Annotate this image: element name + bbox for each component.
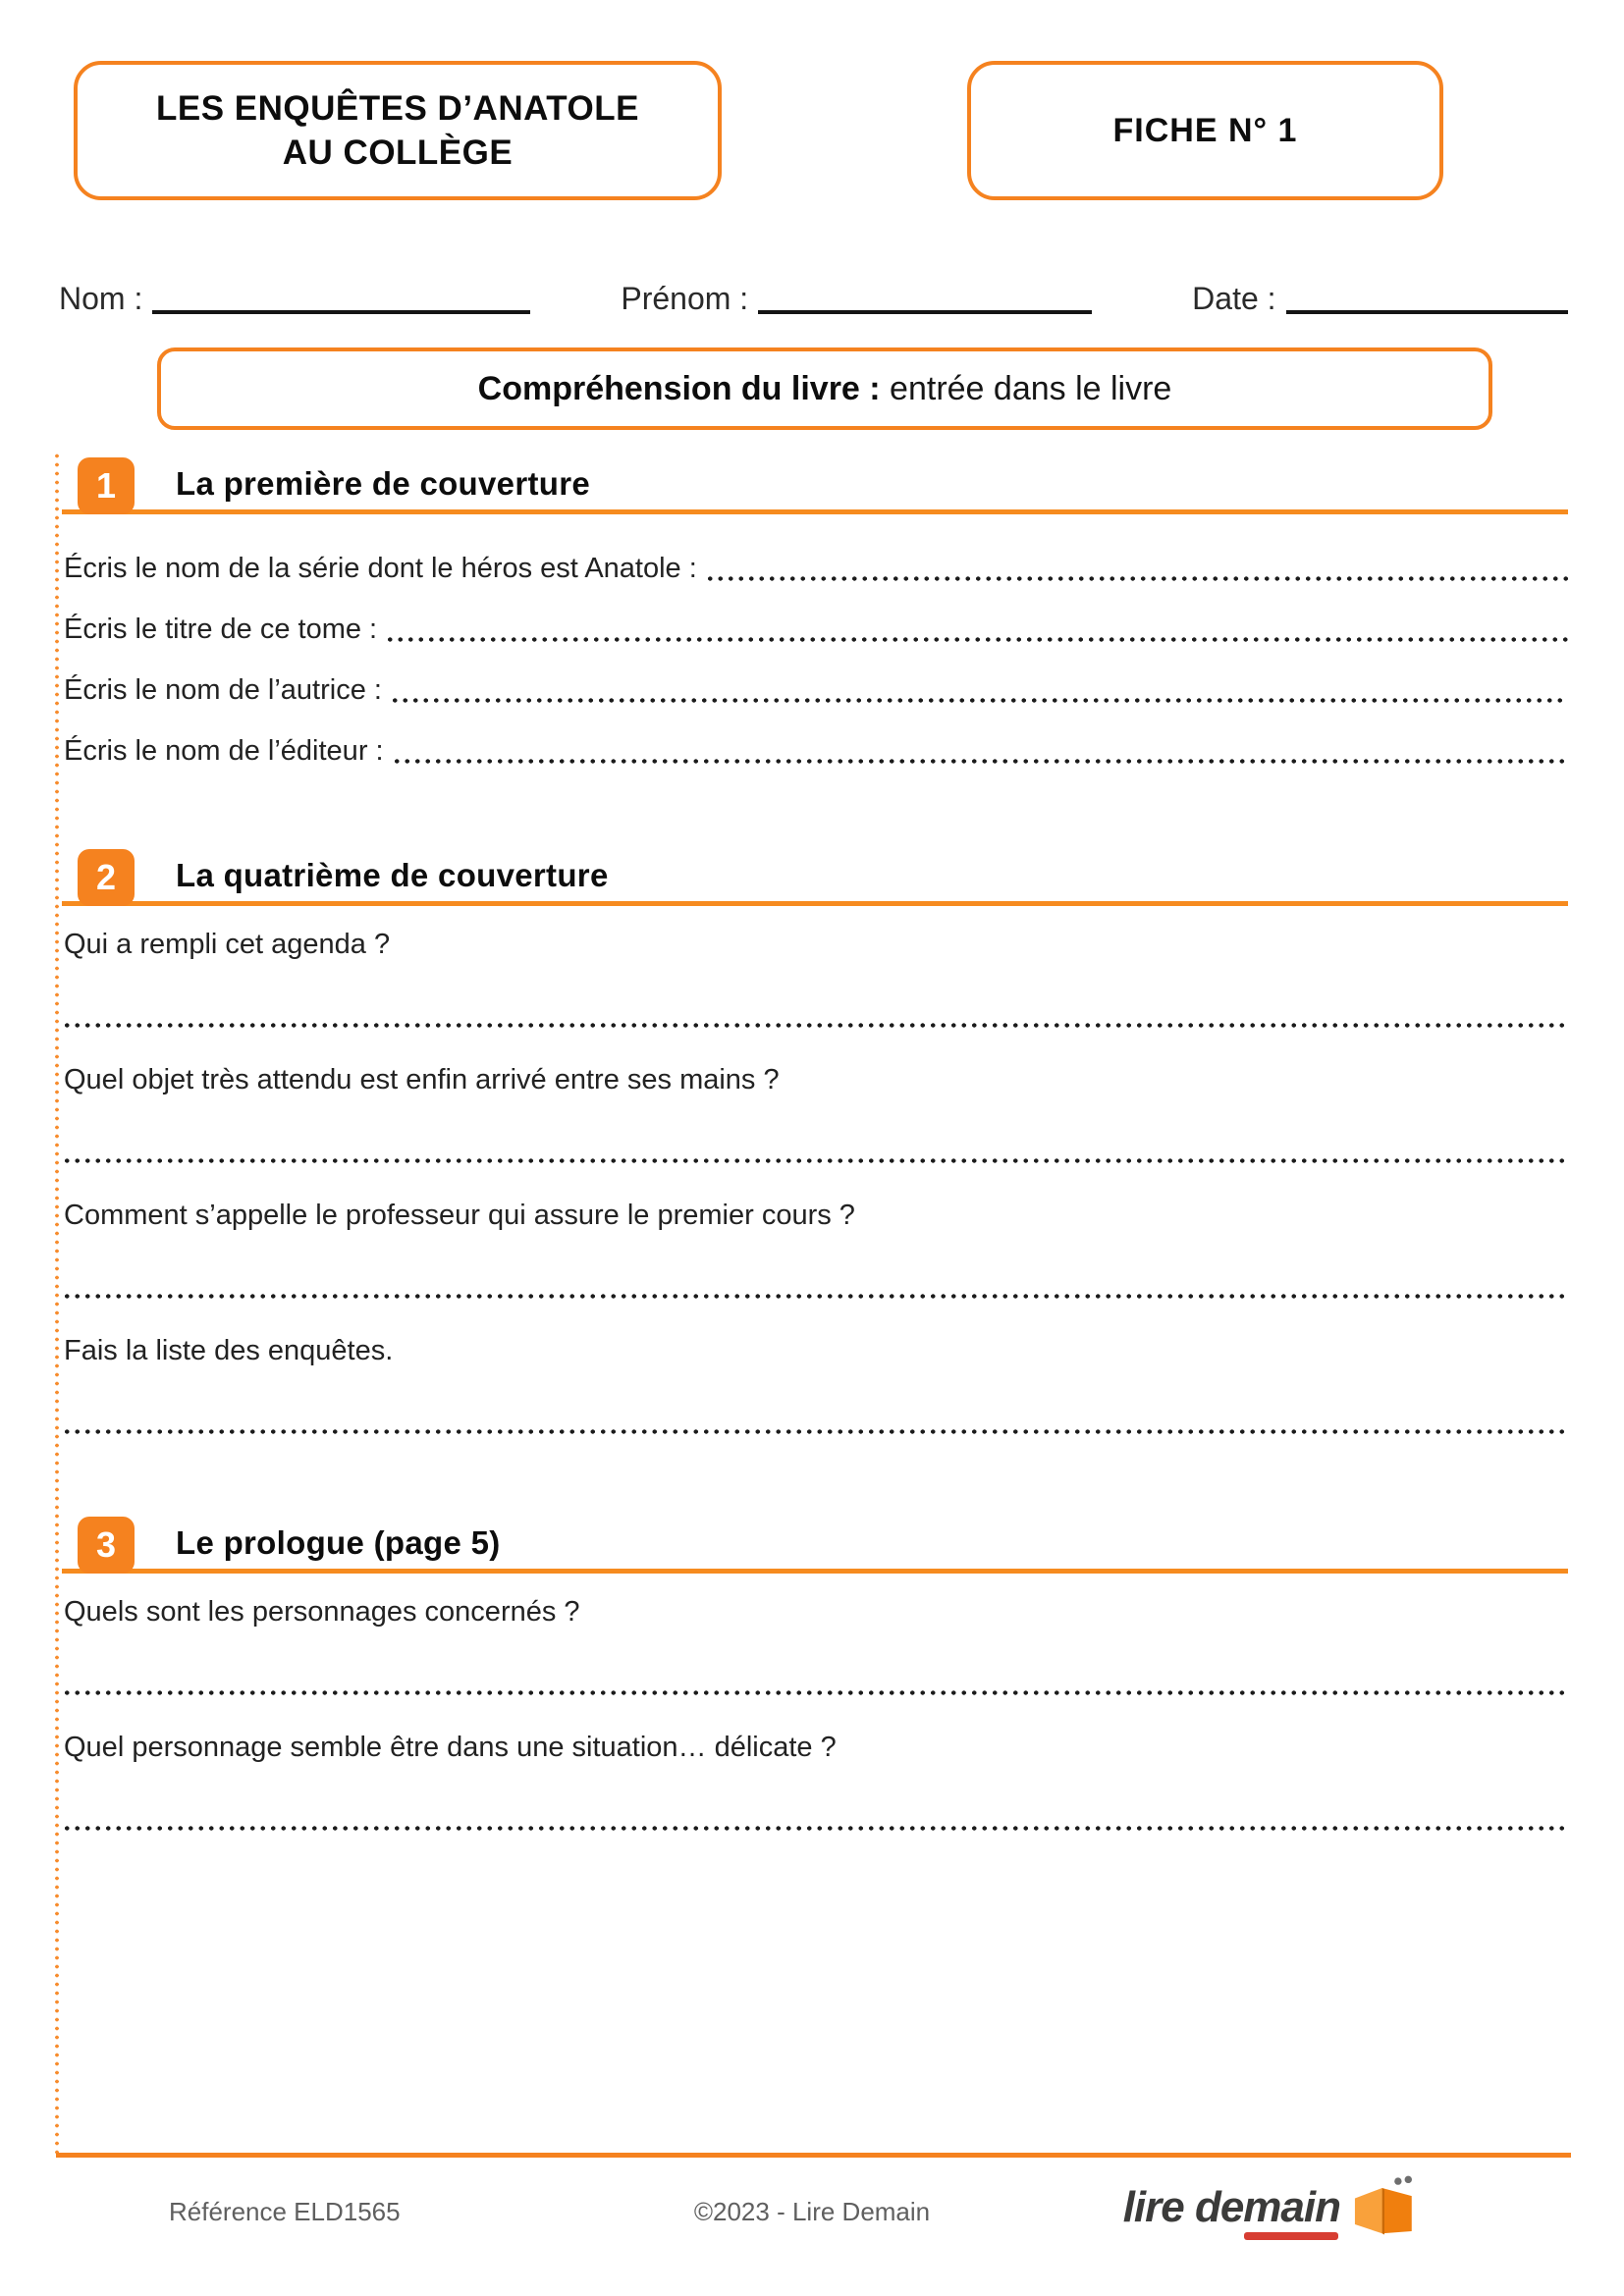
question-block — [62, 928, 1568, 1030]
footer-rule — [56, 2153, 1571, 2158]
section-body — [62, 1595, 1568, 1833]
publisher-logo-tagline-mark — [1244, 2232, 1338, 2240]
question-block — [62, 1063, 1568, 1165]
question-text: Fais la liste des enquêtes. — [64, 1335, 394, 1366]
fiche-number-box — [967, 61, 1443, 200]
question-text: Écris le nom de la série dont le héros est Anatole : — [64, 553, 697, 584]
answer-dotted-line — [62, 1688, 1568, 1697]
identity-row — [59, 273, 1568, 314]
worksheet-section — [62, 457, 1568, 769]
question-block — [62, 1199, 1568, 1301]
series-title-line1: LES ENQUÊTES D’ANATOLE — [156, 89, 639, 128]
section-number: 3 — [95, 1524, 117, 1565]
date-write-line — [1286, 304, 1568, 314]
question-block — [62, 1595, 1568, 1697]
question-text: Comment s’appelle le professeur qui assure le premier cours ? — [64, 1200, 855, 1231]
question-block — [62, 1731, 1568, 1833]
section-header — [62, 849, 1568, 906]
answer-dotted-line — [62, 1824, 1568, 1833]
open-book-icon — [1348, 2173, 1421, 2246]
publisher-logo-text: lire demain — [1122, 2183, 1340, 2231]
subject-subtitle: entrée dans le livre — [880, 369, 1172, 407]
question-block — [62, 1334, 1568, 1436]
section-title: Le prologue (page 5) — [176, 1524, 501, 1561]
series-title-box — [74, 61, 722, 200]
question-text: Écris le nom de l’éditeur : — [64, 735, 384, 767]
section-body — [62, 928, 1568, 1436]
section-number: 1 — [95, 465, 117, 506]
page-footer — [0, 2183, 1624, 2246]
question-row — [62, 734, 1568, 769]
date-label: Date : — [1192, 281, 1276, 316]
section-number: 2 — [95, 857, 117, 897]
section-title: La première de couverture — [176, 465, 590, 502]
section-number-badge — [78, 1517, 135, 1574]
question-text: Écris le nom de l’autrice : — [64, 674, 382, 706]
sections-container — [56, 457, 1568, 2158]
question-text: Qui a rempli cet agenda ? — [64, 929, 391, 960]
question-row — [62, 552, 1568, 586]
subject-title: Compréhension du livre : — [477, 369, 881, 407]
prenom-label: Prénom : — [621, 281, 749, 316]
answer-dotted-line — [62, 1021, 1568, 1030]
answer-dotted-line — [705, 574, 1568, 583]
answer-dotted-line — [392, 757, 1568, 766]
answer-dotted-line — [390, 696, 1568, 705]
question-text: Quel objet très attendu est enfin arrivé entre ses mains ? — [64, 1064, 780, 1095]
publisher-logo — [1123, 2183, 1421, 2246]
question-text: Quel personnage semble être dans une situation… délicate ? — [64, 1732, 837, 1763]
section-header — [62, 457, 1568, 514]
question-row — [62, 673, 1568, 708]
section-title: La quatrième de couverture — [176, 857, 609, 893]
answer-dotted-line — [62, 1292, 1568, 1301]
section-number-badge — [78, 457, 135, 514]
subject-box — [157, 347, 1492, 430]
sections-list — [56, 457, 1568, 1833]
nom-label: Nom : — [59, 281, 143, 316]
section-header — [62, 1517, 1568, 1574]
section-body — [62, 552, 1568, 769]
publisher-logo-textwrap — [1123, 2183, 1340, 2232]
question-text: Écris le titre de ce tome : — [64, 614, 378, 645]
nom-write-line — [152, 304, 530, 314]
fiche-number-label: FICHE N° 1 — [1112, 111, 1298, 149]
prenom-write-line — [758, 304, 1092, 314]
worksheet-section — [62, 1517, 1568, 1833]
answer-dotted-line — [62, 1156, 1568, 1165]
answer-dotted-line — [385, 635, 1568, 644]
worksheet-section — [62, 849, 1568, 1436]
question-text: Quels sont les personnages concernés ? — [64, 1596, 580, 1628]
page-header — [74, 61, 1443, 200]
reference-text: Référence ELD1565 — [169, 2197, 401, 2226]
copyright-text: ©2023 - Lire Demain — [693, 2197, 931, 2226]
answer-dotted-line — [62, 1427, 1568, 1436]
section-number-badge — [78, 849, 135, 906]
series-title-line2: AU COLLÈGE — [282, 133, 514, 172]
question-row — [62, 613, 1568, 647]
left-dotted-rule — [54, 452, 60, 2158]
